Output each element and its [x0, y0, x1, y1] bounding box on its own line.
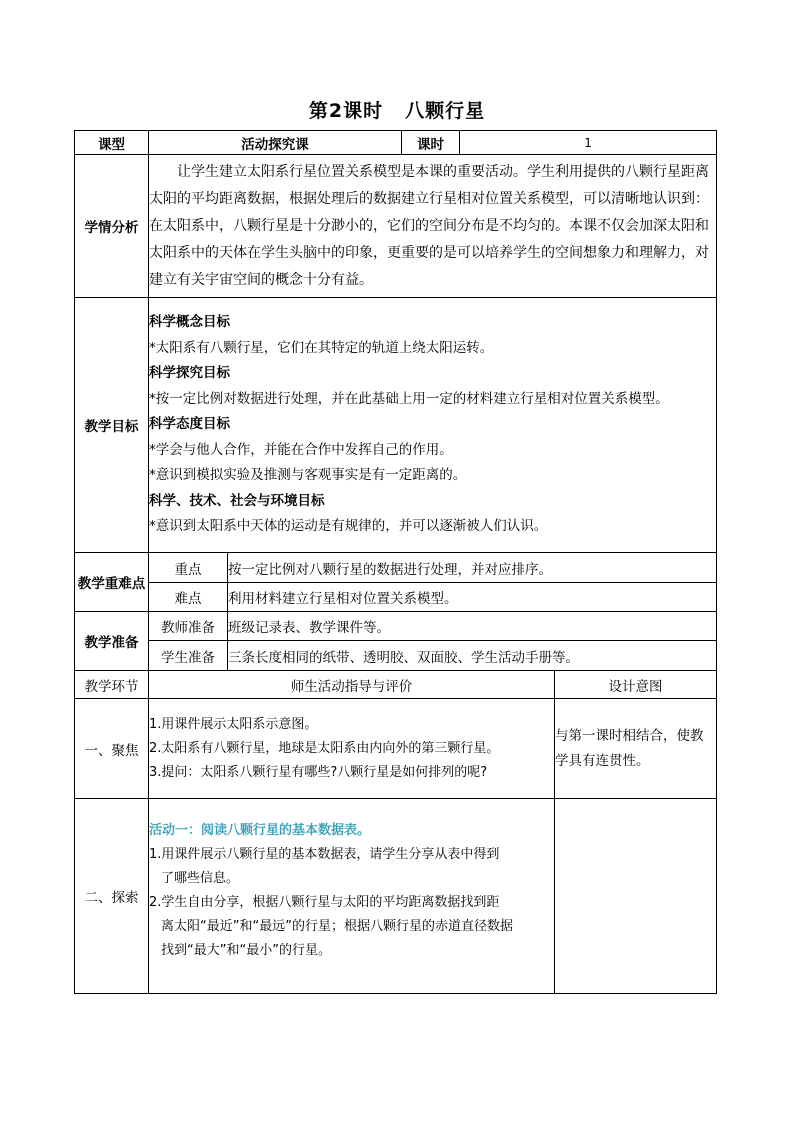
- lesson-plan-table: [74, 130, 717, 994]
- step-line: 1.用课件展示太阳系示意图。: [149, 716, 318, 732]
- goal-line: *意识到模拟实验及推测与客观事实是有一定距离的。: [149, 467, 467, 484]
- row-keypoint: [75, 553, 717, 583]
- step-line: 了哪些信息。: [161, 871, 240, 886]
- value-lesson-type: 活动探究课: [149, 131, 402, 155]
- goals-content: [149, 298, 717, 553]
- activity-title: 活动一：阅读八颗行星的基本数据表。: [149, 823, 371, 838]
- row-stage-explore: [75, 799, 717, 994]
- step-line: 1.用课件展示八颗行星的基本数据表，请学生分享从表中得到: [149, 847, 500, 862]
- key-text: 按一定比例对八颗行星的数据进行处理，并对应排序。: [228, 553, 717, 583]
- label-difficulty: 难点: [149, 583, 228, 612]
- step-line: 2.学生自由分享，根据八颗行星与太阳的平均距离数据找到距: [149, 895, 500, 910]
- stage-focus-name: 一、聚焦: [75, 699, 149, 799]
- goal-line: *太阳系有八颗行星，它们在其特定的轨道上绕太阳运转。: [149, 339, 494, 356]
- goal-heading-inquiry: 科学探究目标: [149, 365, 230, 382]
- goal-heading-stse: 科学、技术、社会与环境目标: [149, 492, 325, 509]
- step-line: 离太阳“最近”和“最远”的行星；根据八颗行星的赤道直径数据: [161, 919, 513, 934]
- label-teacher-prep: 教师准备: [149, 612, 228, 641]
- row-lesson-type: [75, 131, 717, 155]
- label-keypoints: 教学重难点: [75, 553, 149, 612]
- row-teacher-prep: [75, 612, 717, 641]
- lesson-topic: 八颗行星: [405, 100, 486, 122]
- lesson-number: 第2课时: [308, 100, 384, 122]
- label-key: 重点: [149, 553, 228, 583]
- step-line: 2.太阳系有八颗行星，地球是太阳系由内向外的第三颗行星。: [149, 740, 500, 756]
- goal-heading-attitude: 科学态度目标: [149, 416, 230, 433]
- value-class-hours: 1: [460, 131, 717, 155]
- stage-explore-intent: [555, 799, 717, 994]
- stage-focus-intent: [555, 699, 717, 799]
- label-analysis: 学情分析: [75, 155, 149, 298]
- goal-line: *意识到太阳系中天体的运动是有规律的，并可以逐渐被人们认识。: [149, 518, 548, 535]
- header-stage: 教学环节: [75, 671, 149, 699]
- row-student-prep: [75, 641, 717, 671]
- label-student-prep: 学生准备: [149, 641, 228, 671]
- analysis-text: 让学生建立太阳系行星位置关系模型是本课的重要活动。学生利用提供的八颗行星距离太阳的平均距离数据，根据处理后的数据建立行星相对位置关系模型，可以清晰地认识到：在太阳系中，八颗行星是十分渺小的，它们的空间分布是不均匀的。本课不仅会加深太阳和太阳系中的天体在学生头脑中的印象，更重要的是可以培养学生的空间想象力和理解力，对建立有关宇宙空间的概念十分有益。: [149, 155, 717, 298]
- teacher-prep-text: 班级记录表、教学课件等。: [228, 612, 717, 641]
- header-activity: 师生活动指导与评价: [149, 671, 555, 699]
- label-prep: 教学准备: [75, 612, 149, 671]
- row-goals: [75, 298, 717, 553]
- step-line: 找到“最大”和“最小”的行星。: [161, 943, 331, 958]
- intent-line: 与第一课时相结合，使教: [555, 727, 704, 744]
- student-prep-text: 三条长度相同的纸带、透明胶、双面胶、学生活动手册等。: [228, 641, 717, 671]
- label-class-hours: 课时: [402, 131, 460, 155]
- label-goals: 教学目标: [75, 298, 149, 553]
- intent-line: 学具有连贯性。: [555, 752, 650, 769]
- difficulty-text: 利用材料建立行星相对位置关系模型。: [228, 583, 717, 612]
- row-stage-focus: [75, 699, 717, 799]
- goal-line: *按一定比例对数据进行处理，并在此基础上用一定的材料建立行星相对位置关系模型。: [149, 390, 669, 407]
- document-title: [0, 96, 794, 123]
- step-line: 3.提问：太阳系八颗行星有哪些?八颗行星是如何排列的呢?: [149, 764, 488, 780]
- row-process-header: [75, 671, 717, 699]
- goal-line: *学会与他人合作，并能在合作中发挥自己的作用。: [149, 441, 453, 458]
- row-difficulty: [75, 583, 717, 612]
- header-intent: 设计意图: [555, 671, 717, 699]
- label-lesson-type: 课型: [75, 131, 149, 155]
- goal-heading-concept: 科学概念目标: [149, 314, 230, 331]
- stage-explore-name: 二、探索: [75, 799, 149, 994]
- row-analysis: [75, 155, 717, 298]
- stage-focus-steps: [149, 699, 555, 799]
- stage-explore-steps: [149, 799, 555, 994]
